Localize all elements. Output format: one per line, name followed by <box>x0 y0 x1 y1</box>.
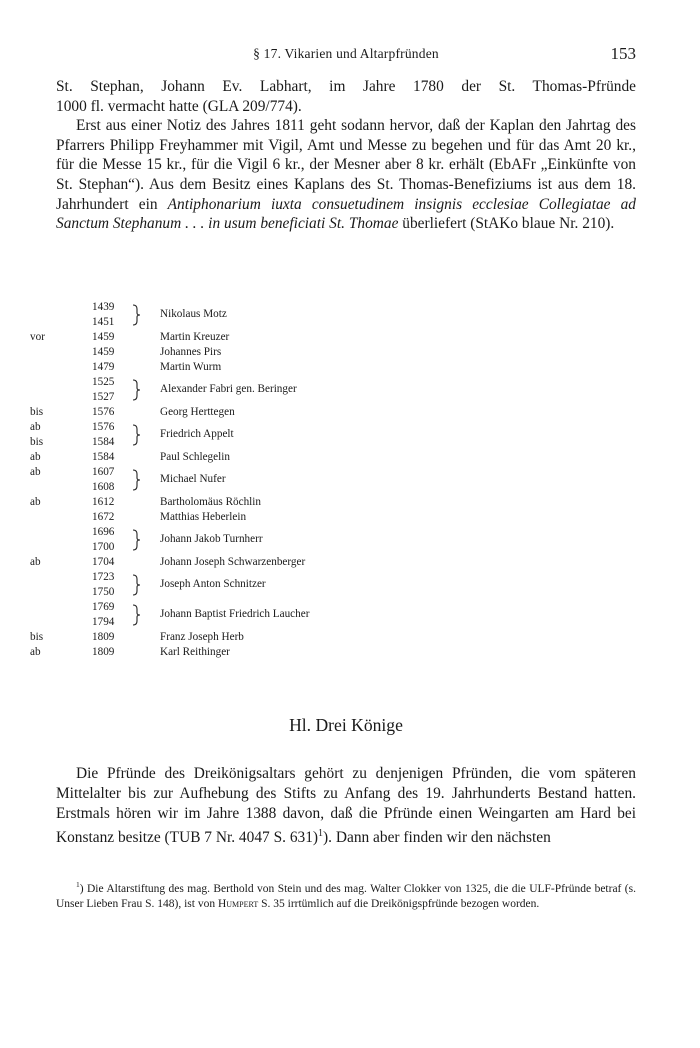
year-qualifier <box>30 420 70 450</box>
para1-line2: 1000 fl. vermacht hatte (GLA 209/774). <box>56 97 302 115</box>
year: 1809 <box>92 631 115 643</box>
footnote-reference: 1 <box>318 828 324 839</box>
years <box>92 495 132 510</box>
list-item <box>30 420 650 450</box>
paragraph-1811-note <box>56 116 636 234</box>
year: 1700 <box>92 541 115 553</box>
list-item <box>30 375 650 405</box>
list-item <box>30 300 650 330</box>
beneficiary-name: Franz Joseph Herb <box>160 631 244 643</box>
beneficiary-name: Friedrich Appelt <box>160 428 234 440</box>
year-qualifier <box>30 555 70 570</box>
year-qualifier-text: ab <box>30 646 41 658</box>
year: 1459 <box>92 346 115 358</box>
list-item <box>30 570 650 600</box>
paragraph-continuation <box>56 77 636 116</box>
beneficiary-name: Martin Wurm <box>160 361 222 373</box>
footnote-text-end: S. 35 irrtümlich auf die Dreikönigspfründe bezogen worden. <box>261 897 540 910</box>
year-qualifier <box>30 630 70 645</box>
year: 1723 <box>92 571 115 583</box>
brace-icon <box>130 304 142 326</box>
beneficiary-name: Johannes Pirs <box>160 346 222 358</box>
beneficiary-name: Matthias Heberlein <box>160 511 247 523</box>
year: 1584 <box>92 451 115 463</box>
para3-text: Die Pfründe des Dreikönigsaltars gehört zu denjenigen Pfründen, die vom späteren Mittelalter bis zur Aufhebung des Stifts zu Anfang des 19. Jahrhunderts Bestand hatten. Erstmals hören wir im Jahre 1388 davon, daß die Pfründe einen Weingarten am Hard bei Konstanz besitze (TUB 7 Nr. 4047 S. 631) <box>56 765 636 847</box>
year: 1451 <box>92 316 115 328</box>
year: 1608 <box>92 481 115 493</box>
year-qualifier <box>30 465 70 480</box>
running-head: § 17. Vikarien und Altarpfründen <box>253 46 439 61</box>
list-item <box>30 495 650 510</box>
beneficiary-name: Nikolaus Motz <box>160 308 227 320</box>
list-item <box>30 645 650 660</box>
years <box>92 420 132 450</box>
footnote-1 <box>56 877 636 912</box>
brace-icon <box>130 379 142 401</box>
year: 1459 <box>92 331 115 343</box>
year: 1479 <box>92 361 115 373</box>
para2-text-end: überliefert (StAKo blaue Nr. 210). <box>402 215 615 233</box>
years <box>92 330 132 345</box>
paragraph-dreikoenig <box>56 764 636 848</box>
year-qualifier <box>30 405 70 420</box>
year: 1769 <box>92 601 115 613</box>
years <box>92 450 132 465</box>
years <box>92 345 132 360</box>
years <box>92 645 132 660</box>
footnote-text: ) Die Altarstiftung des mag. Berthold von Stein und des mag. Walter Clokker von 1325, die die ULF-Pfründe betraf (s. Unser Lieben Frau S. 148), ist von <box>56 882 636 910</box>
brace-icon <box>130 469 142 491</box>
beneficiary-name: Johann Joseph Schwarzenberger <box>160 556 306 568</box>
year: 1439 <box>92 301 115 313</box>
year-qualifier <box>30 645 70 660</box>
year: 1525 <box>92 376 115 388</box>
section-title: Hl. Drei Könige <box>289 715 403 735</box>
beneficiary-name: Bartholomäus Röchlin <box>160 496 261 508</box>
list-item <box>30 345 650 360</box>
year-qualifier-text: ab <box>30 451 41 463</box>
years <box>92 570 132 600</box>
brace-icon <box>130 529 142 551</box>
beneficiary-name: Karl Reithinger <box>160 646 230 658</box>
list-item <box>30 330 650 345</box>
beneficiary-name: Joseph Anton Schnitzer <box>160 578 266 590</box>
year: 1696 <box>92 526 115 538</box>
year-qualifier-text: ab <box>30 421 41 433</box>
years <box>92 465 132 495</box>
years <box>92 360 132 375</box>
year-qualifier-text: bis <box>30 436 44 448</box>
years <box>92 600 132 630</box>
year: 1576 <box>92 406 115 418</box>
years <box>92 375 132 405</box>
year: 1612 <box>92 496 115 508</box>
list-item <box>30 600 650 630</box>
beneficiary-name: Johann Baptist Friedrich Laucher <box>160 608 310 620</box>
year-qualifier-text: ab <box>30 496 41 508</box>
list-item <box>30 360 650 375</box>
year: 1607 <box>92 466 115 478</box>
para1-line1: St. Stephan, Johann Ev. Labhart, im Jahre 1780 der St. Thomas-Pfründe <box>56 78 636 95</box>
para2-text: Erst aus einer Notiz des Jahres 1811 geht sodann hervor, daß der Kaplan den Jahrtag des Pfarrers Philipp Freyhammer mit Vigil, Amt und Messe zu begehen und für das Amt 20 kr., für die Messe 15 kr., für die Vigil 6 kr., der Mesner aber 8 kr. erhält (EbAFr „Einkünfte von St. Stephan“). Aus dem Besitz eines Kaplans des St. Thomas-Benefiziums ist aus dem 18. Jahrhundert ein <box>56 117 636 213</box>
years <box>92 525 132 555</box>
years <box>92 300 132 330</box>
page-header <box>56 44 636 64</box>
year: 1584 <box>92 436 115 448</box>
beneficiary-name: Georg Herttegen <box>160 406 235 418</box>
year-qualifier <box>30 495 70 510</box>
list-item <box>30 465 650 495</box>
year: 1704 <box>92 556 115 568</box>
page-number: 153 <box>610 44 636 63</box>
year: 1794 <box>92 616 115 628</box>
beneficiaries-list <box>30 300 650 660</box>
list-item <box>30 510 650 525</box>
years <box>92 405 132 420</box>
footnote <box>56 877 636 912</box>
body-text-top <box>56 77 636 234</box>
years <box>92 555 132 570</box>
year: 1809 <box>92 646 115 658</box>
year-qualifier-text: bis <box>30 406 44 418</box>
list-item <box>30 555 650 570</box>
year-qualifier-text: bis <box>30 631 44 643</box>
footnote-author: Humpert <box>217 897 259 910</box>
beneficiary-name: Johann Jakob Turnherr <box>160 533 263 545</box>
year-qualifier-text: vor <box>30 331 45 343</box>
year: 1750 <box>92 586 115 598</box>
year-qualifier <box>30 330 70 345</box>
year: 1527 <box>92 391 115 403</box>
brace-icon <box>130 424 142 446</box>
beneficiary-name: Michael Nufer <box>160 473 226 485</box>
beneficiary-name: Martin Kreuzer <box>160 331 230 343</box>
footnote-marker: 1 <box>76 880 80 889</box>
list-item <box>30 450 650 465</box>
years <box>92 510 132 525</box>
beneficiary-name: Alexander Fabri gen. Beringer <box>160 383 297 395</box>
year-qualifier-text: ab <box>30 556 41 568</box>
body-text-bottom <box>56 764 636 848</box>
year: 1672 <box>92 511 115 523</box>
year-qualifier-text: ab <box>30 466 41 478</box>
brace-icon <box>130 574 142 596</box>
year-qualifier <box>30 450 70 465</box>
years <box>92 630 132 645</box>
beneficiary-name: Paul Schlegelin <box>160 451 230 463</box>
list-item <box>30 405 650 420</box>
footnote-reference-close: ) <box>323 829 329 847</box>
antiphonarium-title: Antiphonarium iuxta consuetudinem insignis ecclesiae Collegiatae ad Sanctum Stephanum . . . in usum beneficiati St. Thomae <box>56 195 636 233</box>
list-item <box>30 630 650 645</box>
brace-icon <box>130 604 142 626</box>
list-item <box>30 525 650 555</box>
para3-text-end: . Dann aber finden wir den nächsten <box>328 829 551 847</box>
year: 1576 <box>92 421 115 433</box>
